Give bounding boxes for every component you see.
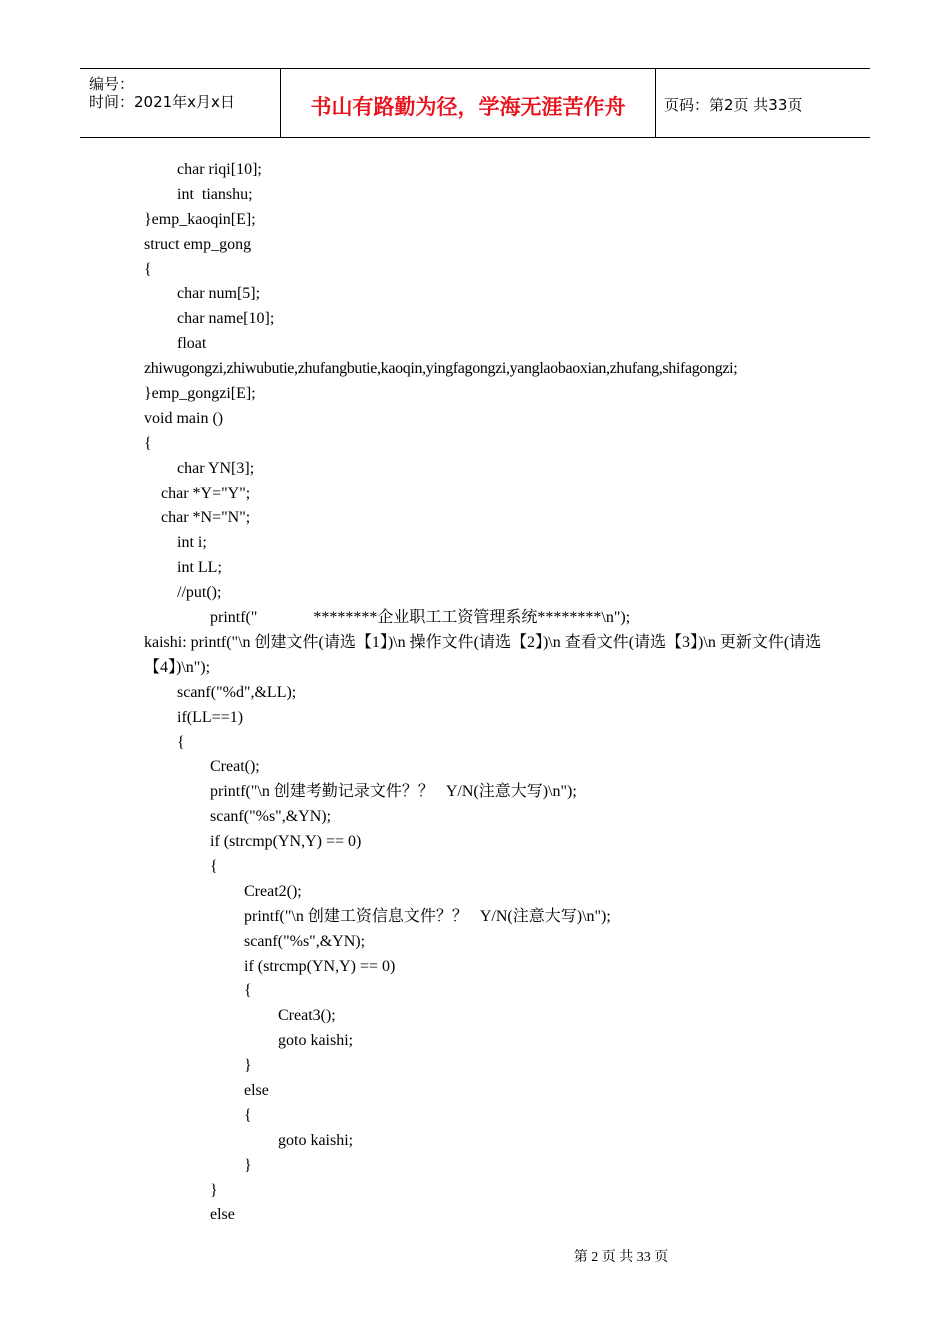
code-line: Creat2(); bbox=[244, 882, 302, 900]
code-line: kaishi: printf("\n 创建文件(请选【1】)\n 操作文件(请选【2】)\n 查看文件(请选【3】)\n 更新文件(请选【4】)\n"); bbox=[144, 633, 822, 676]
code-line: char *N="N"; bbox=[161, 509, 251, 527]
header-motto-cell bbox=[280, 69, 656, 137]
code-line: Creat(); bbox=[210, 758, 260, 776]
code-line: { bbox=[177, 733, 185, 751]
code-line: }emp_kaoqin[E]; bbox=[144, 210, 256, 228]
code-line: { bbox=[210, 857, 218, 875]
code-line: printf(" ********企业职工工资管理系统********\n"); bbox=[210, 609, 631, 627]
code-line: else bbox=[244, 1081, 269, 1099]
code-line: if (strcmp(YN,Y) == 0) bbox=[210, 833, 362, 851]
number-label: 编号： bbox=[89, 75, 135, 93]
header-motto: 书山有路勤为径，学海无涯苦作舟 bbox=[310, 95, 626, 119]
code-line: goto kaishi; bbox=[278, 1131, 354, 1149]
code-line: void main () bbox=[144, 409, 224, 427]
page-footer bbox=[0, 1246, 950, 1266]
code-line: else bbox=[210, 1206, 235, 1224]
code-line: printf("\n 创建工资信息文件？？ Y/N(注意大写)\n"); bbox=[244, 907, 611, 925]
code-line: char YN[3]; bbox=[177, 459, 255, 477]
code-line: char riqi[10]; bbox=[177, 161, 262, 178]
code-line: } bbox=[244, 1156, 252, 1174]
code-line: { bbox=[144, 260, 152, 278]
header-page-info: 页码：第2页 共33页 bbox=[664, 96, 803, 114]
code-line: } bbox=[210, 1181, 218, 1199]
code-line: scanf("%d",&LL); bbox=[177, 683, 297, 701]
date-label: 时间：2021年x月x日 bbox=[89, 93, 235, 111]
code-line: scanf("%s",&YN); bbox=[244, 932, 366, 950]
code-line: zhiwugongzi,zhiwubutie,zhufangbutie,kaoqin,yingfagongzi,yanglaobaoxian,zhufang,shifagongzi; bbox=[144, 360, 738, 378]
code-line: if(LL==1) bbox=[177, 708, 244, 726]
code-line: char *Y="Y"; bbox=[161, 484, 251, 502]
code-line: } bbox=[244, 1057, 252, 1075]
code-line: struct emp_gong bbox=[144, 235, 252, 253]
code-line: int LL; bbox=[177, 559, 222, 577]
code-line: int tianshu; bbox=[177, 185, 253, 203]
code-line: //put(); bbox=[177, 584, 222, 602]
header-page-cell bbox=[655, 69, 870, 137]
code-line: { bbox=[144, 434, 152, 452]
footer-page-number: 第 2 页 共 33 页 bbox=[573, 1250, 669, 1265]
code-line: float bbox=[177, 335, 207, 353]
code-line: int i; bbox=[177, 534, 207, 552]
code-line: char num[5]; bbox=[177, 285, 261, 303]
code-line: { bbox=[244, 982, 252, 1000]
code-line: if (strcmp(YN,Y) == 0) bbox=[244, 957, 396, 975]
code-line: scanf("%s",&YN); bbox=[210, 808, 332, 826]
code-line: { bbox=[244, 1106, 252, 1124]
code-listing bbox=[144, 158, 824, 1228]
code-line: }emp_gongzi[E]; bbox=[144, 385, 256, 403]
header-left-cell bbox=[80, 69, 280, 137]
code-line: char name[10]; bbox=[177, 310, 275, 328]
page-header bbox=[80, 68, 870, 138]
code-line: Creat3(); bbox=[278, 1007, 336, 1025]
code-line: printf("\n 创建考勤记录文件？？ Y/N(注意大写)\n"); bbox=[210, 783, 577, 801]
code-line: goto kaishi; bbox=[278, 1032, 354, 1050]
